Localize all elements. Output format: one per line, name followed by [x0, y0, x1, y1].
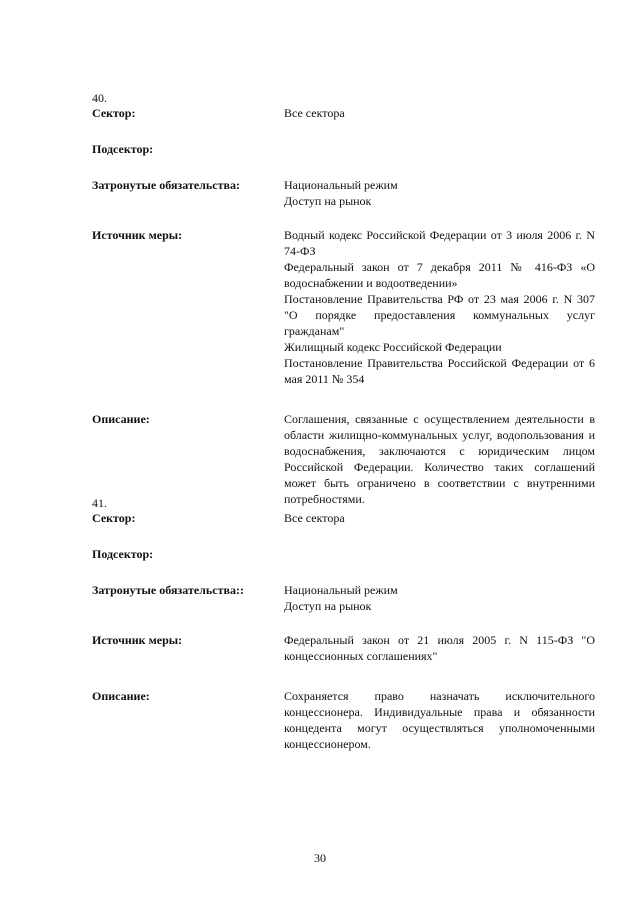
obligations-label: Затронутые обязательства::	[92, 583, 244, 597]
obligations-label: Затронутые обязательства:	[92, 178, 240, 192]
subsector-value	[284, 546, 595, 562]
subsector-row	[92, 141, 597, 157]
obligations-value	[284, 177, 595, 209]
source-item: Водный кодекс Российской Федерации от 3 июля 2006 г. N 74-ФЗ	[284, 228, 595, 258]
subsector-label: Подсектор:	[92, 142, 154, 156]
page-number: 30	[314, 851, 326, 865]
source-item: Постановление Правительства РФ от 23 мая 2006 г. N 307 "О порядке предоставления коммунальных услуг гражданам"	[284, 292, 595, 338]
entry-number: 40.	[92, 91, 107, 105]
obligations-row	[92, 177, 597, 209]
description-text: Соглашения, связанные с осуществлением деятельности в области жилищно-коммунальных услуг, водопользования и водоснабжения, заключаются с юридическим лицом Российской Федерации. Количество таких соглашений может быть ограничено в соответствии с внутренними потребностями.	[284, 412, 595, 506]
obligation-item: Доступ на рынок	[284, 194, 372, 208]
description-label: Описание:	[92, 689, 150, 703]
entry-41	[92, 496, 597, 752]
sector-row	[92, 510, 597, 526]
source-label: Источник меры:	[92, 633, 183, 647]
obligations-value	[284, 582, 595, 614]
description-label: Описание:	[92, 412, 150, 426]
sector-label: Сектор:	[92, 511, 136, 525]
subsector-row	[92, 546, 597, 562]
obligation-item: Национальный режим	[284, 178, 398, 192]
source-label: Источник меры:	[92, 228, 183, 242]
source-row	[92, 632, 597, 664]
entry-number: 41.	[92, 496, 107, 510]
sector-row	[92, 105, 597, 121]
description-row	[92, 411, 597, 507]
entry-40	[92, 91, 597, 507]
source-item: Федеральный закон от 7 декабря 2011 № 416-ФЗ «О водоснабжении и водоотведении»	[284, 260, 595, 290]
obligations-row	[92, 582, 597, 614]
obligation-item: Национальный режим	[284, 583, 398, 597]
sector-value: Все сектора	[284, 106, 345, 120]
subsector-value	[284, 141, 595, 157]
source-item: Постановление Правительства Российской Федерации от 6 мая 2011 № 354	[284, 356, 595, 386]
sector-value: Все сектора	[284, 511, 345, 525]
source-row	[92, 227, 597, 387]
sector-label: Сектор:	[92, 106, 136, 120]
subsector-label: Подсектор:	[92, 547, 154, 561]
description-text: Сохраняется право назначать исключительного концессионера. Индивидуальные права и обязанности концедента могут осуществляться уполномоченными концессионером.	[284, 689, 595, 751]
source-value	[284, 227, 595, 387]
source-value	[284, 632, 595, 664]
obligation-item: Доступ на рынок	[284, 599, 372, 613]
description-row	[92, 688, 597, 752]
source-item: Жилищный кодекс Российской Федерации	[284, 340, 502, 354]
source-item: Федеральный закон от 21 июля 2005 г. N 115-ФЗ "О концессионных соглашениях"	[284, 633, 595, 663]
